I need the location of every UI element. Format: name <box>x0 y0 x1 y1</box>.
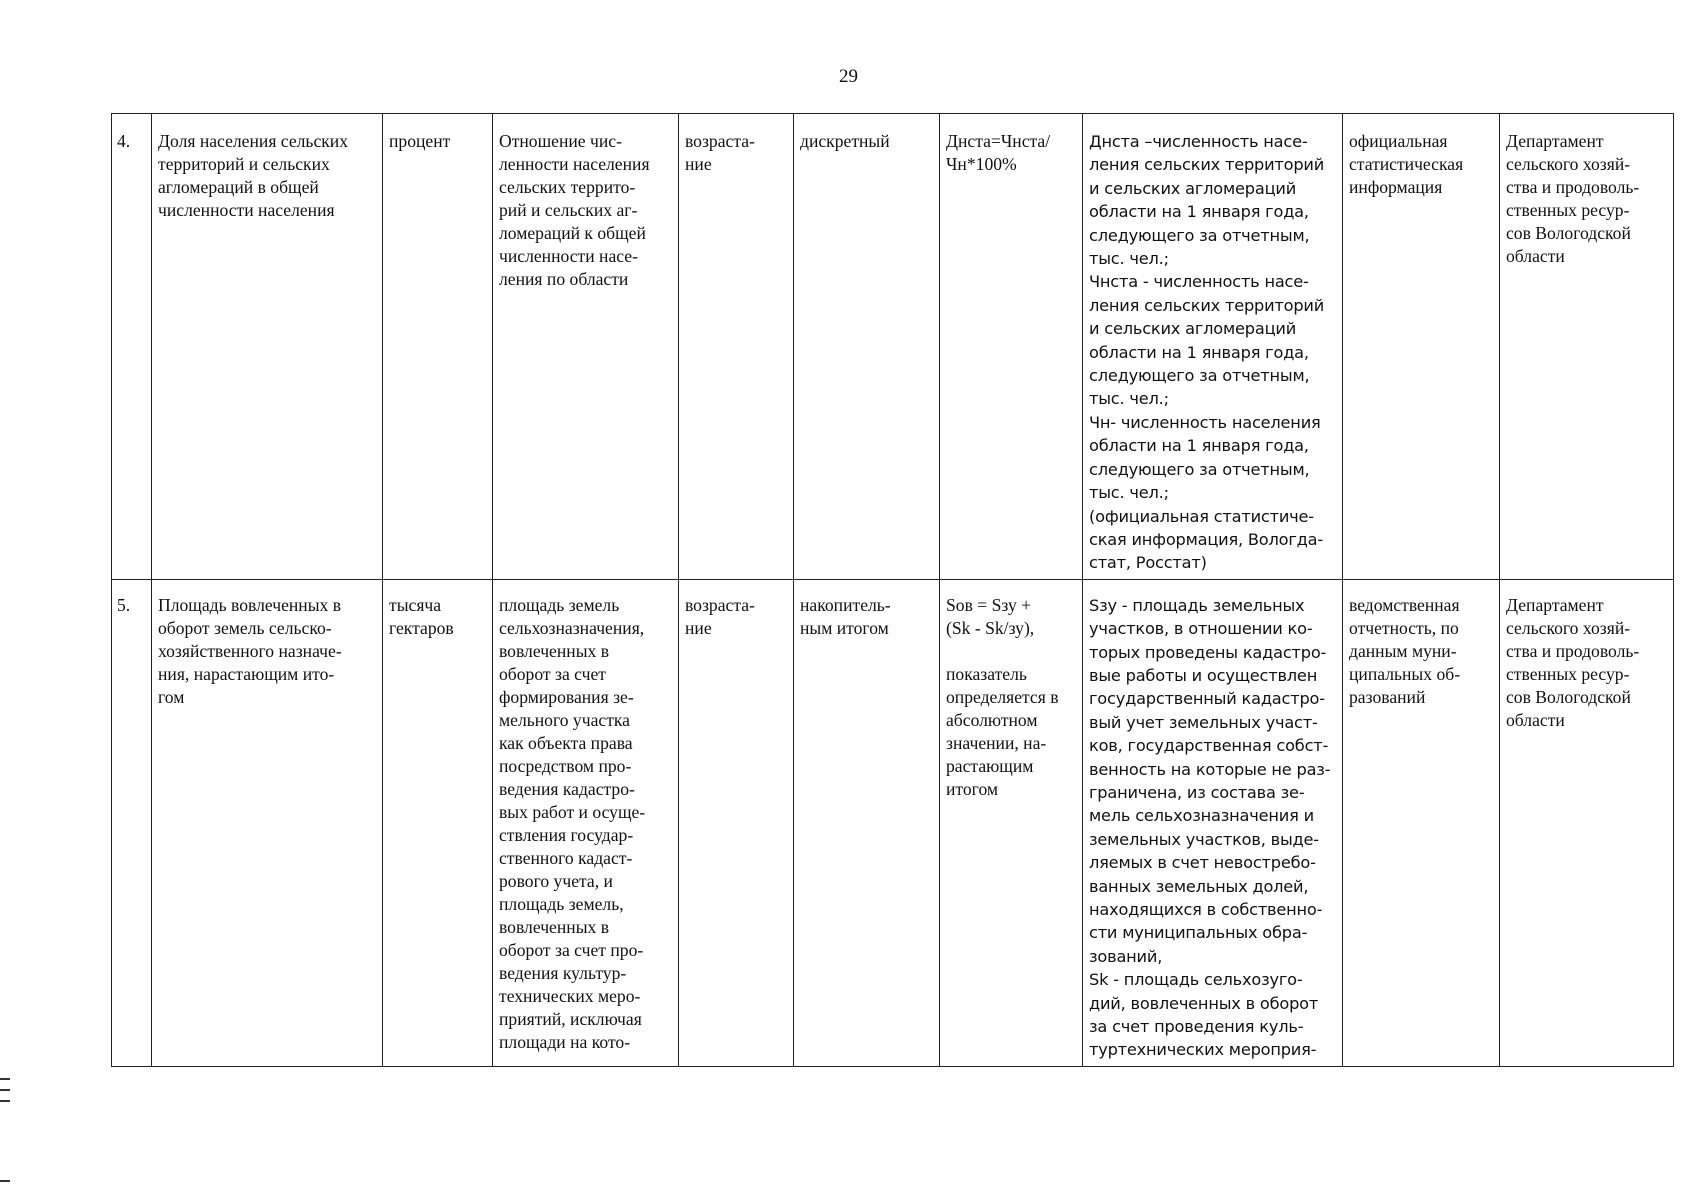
dynamics: возраста- ние <box>679 114 794 580</box>
indicator-definition: Отношение чис- ленности населения сельских террито- рий и сельских аг- ломераций к общей численности насе- ления по области <box>493 114 679 580</box>
indicator-definition: площадь земель сельхозназначения, вовлеченных в оборот за счет формирования зе- мельного участка как объекта права посредством про- ведения кадастро- вых работ и осуще- ствления государ- ственного кадаст- рового учета, и площадь земель, вовлеченных в оборот за счет про- ведения культур- технических меро- приятий, исключая площади на кото- <box>493 579 679 1066</box>
table-row <box>112 579 1674 1066</box>
indicator-type: дискретный <box>794 114 940 580</box>
responsible-body: Департамент сельского хозяй- ства и продоволь- ственных ресур- сов Вологодской области <box>1500 114 1674 580</box>
responsible-body: Департамент сельского хозяй- ства и продоволь- ственных ресур- сов Вологодской области <box>1500 579 1674 1066</box>
formula-description: Sзу - площадь земельных участков, в отношении ко- торых проведены кадастро- вые работы и осуществлен государственный кадастро- вый учет земельных участ- ков, государственная собст- венность на которые не раз- граничена, из состава зе- мель сельхозназначения и земельных участков, выде- ляемых в счет невостребо- ванных земельных долей, находящихся в собственно- сти муниципальных обра- зований, Sk - площадь сельхозуго- дий, вовлеченных в оборот за счет проведения куль- туртехнических мероприя- <box>1083 579 1343 1066</box>
scan-margin-mark <box>0 1089 10 1091</box>
dynamics: возраста- ние <box>679 579 794 1066</box>
formula-description: Днста –численность насе- ления сельских территорий и сельских агломераций области на 1 января года, следующего за отчетным, тыс. чел.; Чнста - численность насе- ления сельских территорий и сельских агломераций области на 1 января года, следующего за отчетным, тыс. чел.; Чн- численность населения области на 1 января года, следующего за отчетным, тыс. чел.; (официальная статистиче- ская информация, Вологда- стат, Росстат) <box>1083 114 1343 580</box>
indicators-table <box>111 113 1674 1067</box>
formula: Sов = Sзу + (Sk - Sk/зу), показатель определяется в абсолютном значении, на- растающим итогом <box>940 579 1083 1066</box>
data-source: официальная статистическая информация <box>1343 114 1500 580</box>
data-source: ведомственная отчетность, по данным муни- ципальных об- разований <box>1343 579 1500 1066</box>
indicator-name: Доля населения сельских территорий и сельских агломераций в общей численности населения <box>152 114 383 580</box>
scan-margin-mark <box>0 1078 10 1080</box>
page-number: 29 <box>839 66 858 87</box>
indicator-type: накопитель- ным итогом <box>794 579 940 1066</box>
scan-margin-mark <box>0 1180 10 1182</box>
row-number: 5. <box>112 579 152 1066</box>
table-row <box>112 114 1674 580</box>
row-number: 4. <box>112 114 152 580</box>
unit-of-measure: процент <box>383 114 493 580</box>
scan-margin-mark <box>0 1100 10 1102</box>
unit-of-measure: тысяча гектаров <box>383 579 493 1066</box>
formula: Днста=Чнста/ Чн*100% <box>940 114 1083 580</box>
indicator-name: Площадь вовлеченных в оборот земель сельско- хозяйственного назначе- ния, нарастающим ито- гом <box>152 579 383 1066</box>
